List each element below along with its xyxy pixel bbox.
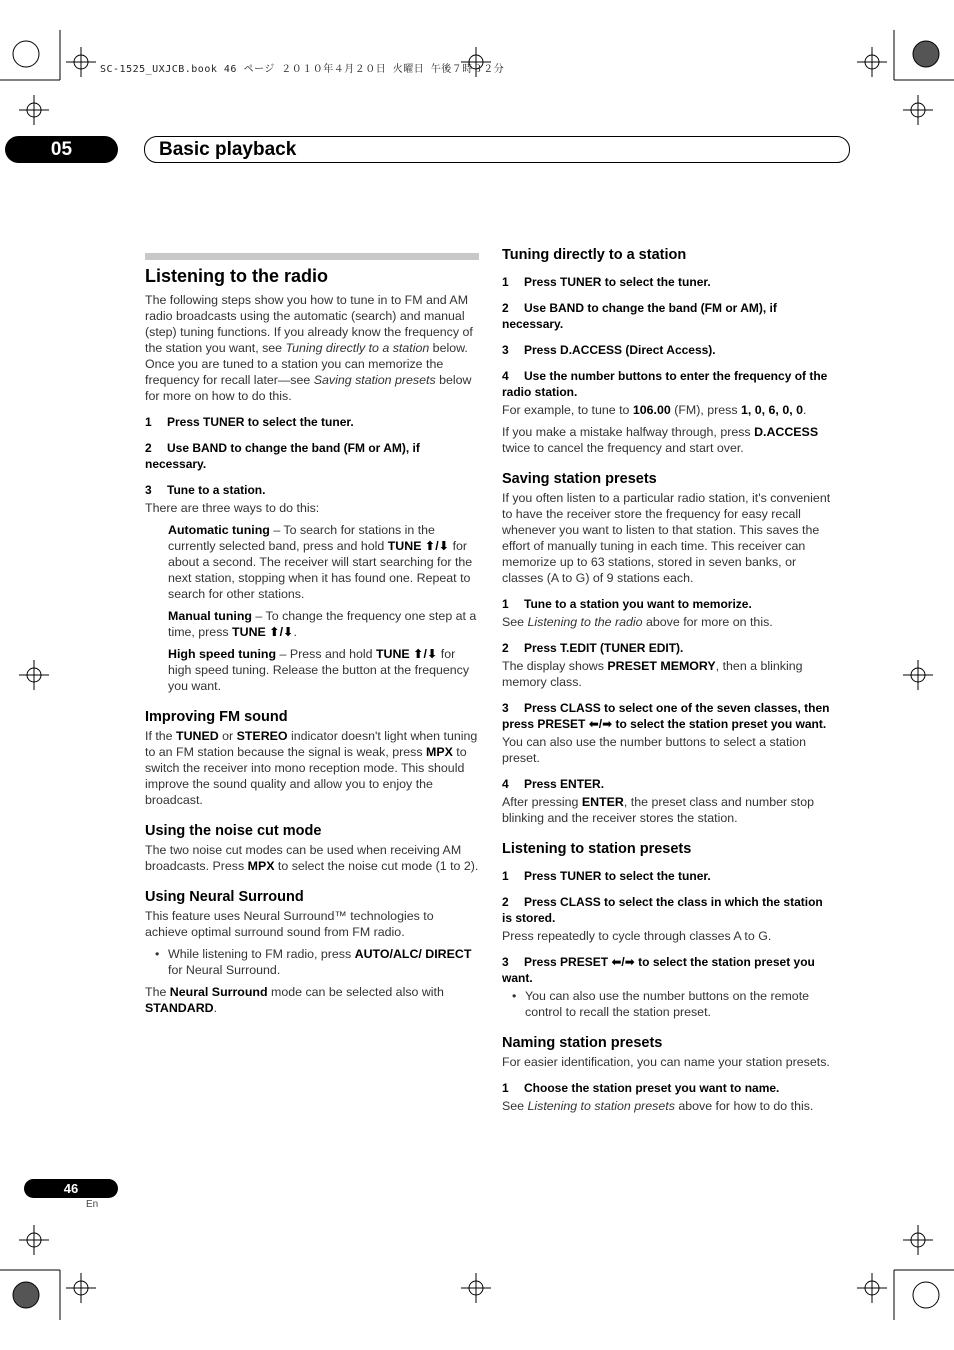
section-rule	[145, 253, 479, 260]
direct-example: For example, to tune to 106.00 (FM), press 1, 0, 6, 0, 0.	[502, 403, 807, 417]
print-meta: SC-1525_UXJCB.book 46 ページ ２０１０年４月２０日 火曜日 午後７時３２分	[100, 64, 505, 75]
listen-step-3: 3 Press PRESET ⬅/➡ to select the station preset you want.	[502, 955, 815, 985]
save-step-3: 3 Press CLASS to select one of the seven classes, then press PRESET ⬅/➡ to select the station preset you want.	[502, 701, 830, 731]
saving-presets-paragraph: If you often listen to a particular radio station, it's convenient to have the receiver store the frequency for easy recall whenever you want to listen to that station. This saves the effort of manually tuning in each time. This receiver can memorize up to 63 stations, stored in seven banks, or classes (A to G) of 9 stations each.	[502, 491, 831, 585]
step-2: 2 Use BAND to change the band (FM or AM), if necessary.	[145, 441, 420, 471]
save-step-3-text: You can also use the number buttons to select a station preset.	[502, 735, 806, 765]
save-step-2: 2 Press T.EDIT (TUNER EDIT).	[502, 641, 684, 655]
step-1: 1 Press TUNER to select the tuner.	[145, 415, 354, 429]
language-code: En	[86, 1199, 99, 1210]
noise-cut-paragraph: The two noise cut modes can be used when receiving AM broadcasts. Press MPX to select the noise cut mode (1 to 2).	[145, 843, 479, 873]
manual-tuning: Manual tuning – To change the frequency one step at a time, press TUNE ⬆/⬇.	[168, 609, 477, 639]
direct-step-3: 3 Press D.ACCESS (Direct Access).	[502, 343, 716, 357]
save-step-2-text: The display shows PRESET MEMORY, then a blinking memory class.	[502, 659, 803, 689]
save-step-1: 1 Tune to a station you want to memorize.	[502, 597, 752, 611]
high-speed-tuning: High speed tuning – Press and hold TUNE ⬆/⬇ for high speed tuning. Release the button at the frequency you want.	[168, 647, 470, 693]
fm-sound-heading: Improving FM sound	[145, 709, 288, 725]
neural-surround-note: The Neural Surround mode can be selected also with STANDARD.	[145, 985, 444, 1015]
neural-surround-heading: Using Neural Surround	[145, 889, 304, 905]
intro-paragraph: The following steps show you how to tune in to FM and AM radio broadcasts using the automatic (search) and manual (step) tuning functions. If you already know the frequency of the station you want, see Tuning directly to a station below. Once you are tuned to a station you can memorize the frequency for recall later—see Saving station presets below for more on how to do this.	[145, 293, 473, 403]
step-3: 3 Tune to a station.	[145, 483, 266, 497]
chapter-number: 05	[5, 136, 118, 163]
right-column	[502, 246, 836, 1120]
left-column	[145, 253, 479, 1022]
noise-cut-heading: Using the noise cut mode	[145, 823, 322, 839]
save-step-1-text: See Listening to the radio above for more on this.	[502, 615, 773, 629]
listen-step-2: 2 Press CLASS to select the class in which the station is stored.	[502, 895, 823, 925]
direct-step-4: 4 Use the number buttons to enter the frequency of the radio station.	[502, 369, 828, 399]
page-number: 46	[24, 1179, 118, 1198]
direct-step-1: 1 Press TUNER to select the tuner.	[502, 275, 711, 289]
name-step-1-text: See Listening to station presets above for how to do this.	[502, 1099, 814, 1113]
direct-step-2: 2 Use BAND to change the band (FM or AM), if necessary.	[502, 301, 777, 331]
direct-tuning-heading: Tuning directly to a station	[502, 247, 687, 263]
chapter-title: Basic playback	[144, 136, 850, 163]
direct-mistake: If you make a mistake halfway through, press D.ACCESS twice to cancel the frequency and start over.	[502, 425, 819, 455]
listen-bullet: • You can also use the number buttons on the remote control to recall the station preset.	[525, 988, 836, 1020]
listen-step-1: 1 Press TUNER to select the tuner.	[502, 869, 711, 883]
neural-surround-paragraph: This feature uses Neural Surround™ technologies to achieve optimal surround sound from FM radio.	[145, 909, 434, 939]
section-title: Listening to the radio	[145, 266, 328, 286]
naming-presets-paragraph: For easier identification, you can name your station presets.	[502, 1055, 830, 1069]
save-step-4-text: After pressing ENTER, the preset class and number stop blinking and the receiver stores the station.	[502, 795, 814, 825]
listen-step-2-text: Press repeatedly to cycle through classes A to G.	[502, 929, 772, 943]
listening-presets-heading: Listening to station presets	[502, 841, 692, 857]
automatic-tuning: Automatic tuning – To search for stations in the currently selected band, press and hold TUNE ⬆/⬇ for about a second. The receiver will start searching for the next station, stopping when it has found one. Repeat to search for other stations.	[168, 523, 473, 601]
saving-presets-heading: Saving station presets	[502, 471, 657, 487]
three-ways-text: There are three ways to do this:	[145, 501, 320, 515]
fm-sound-paragraph: If the TUNED or STEREO indicator doesn't light when tuning to an FM station because the signal is weak, press MPX to switch the receiver into mono reception mode. This should improve the sound quality and allow you to enjoy the broadcast.	[145, 729, 478, 807]
save-step-4: 4 Press ENTER.	[502, 777, 605, 791]
name-step-1: 1 Choose the station preset you want to name.	[502, 1081, 780, 1095]
naming-presets-heading: Naming station presets	[502, 1035, 663, 1051]
neural-surround-bullet: • While listening to FM radio, press AUTO/ALC/ DIRECT for Neural Surround.	[168, 946, 479, 978]
